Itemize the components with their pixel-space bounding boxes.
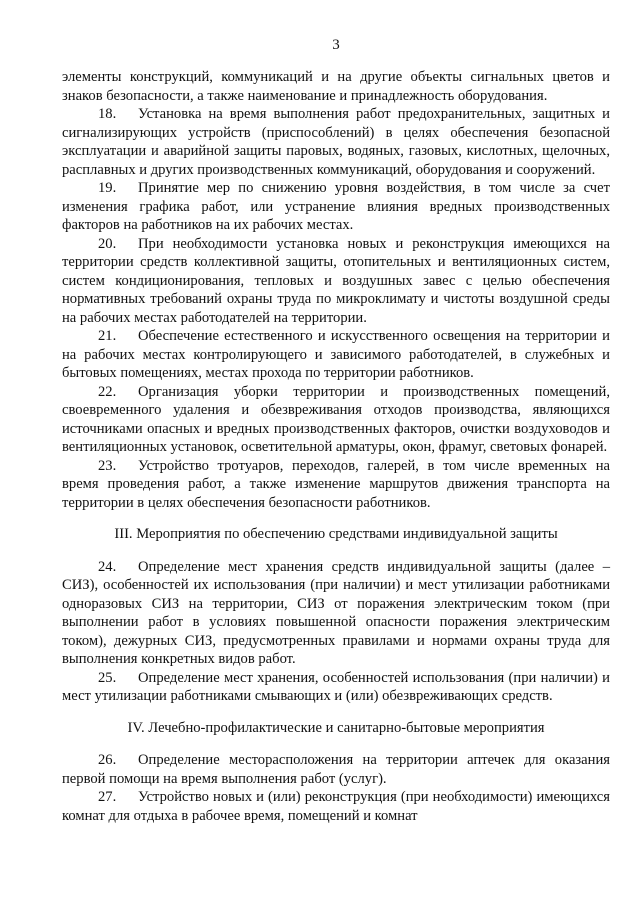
item-text: Принятие мер по снижению уровня воздействия, в том числе за счет изменения графика работ, или устранение влияния вредных производственных факторов на работников на их рабочих местах. [62, 180, 610, 233]
paragraph-item-25 [62, 669, 610, 706]
item-number: 26. [98, 752, 117, 768]
item-number: 21. [98, 328, 117, 344]
paragraph-item-22 [62, 383, 610, 457]
item-text: Определение мест хранения средств индивидуальной защиты (далее – СИЗ), особенностей их использования (при наличии) и мест утилизации работниками одноразовых СИЗ на территории, СИЗ от поражения электрическим током (при выполнении работ в условиях повышенной опасности поражения электрическим током), дежурных СИЗ, предусмотренных правилами и нормами охраны труда для выполнения конкретных видов работ. [62, 558, 610, 667]
item-text: При необходимости установка новых и реконструкция имеющихся на территории средств коллективной защиты, отопительных и вентиляционных систем, систем кондиционирования, тепловых и воздушных завес с целью обеспечения нормативных требований охраны труда по микроклимату и чистоты воздушной среды на рабочих местах работодателей на территории. [62, 235, 610, 326]
paragraph-item-19 [62, 179, 610, 235]
paragraph-item-23 [62, 457, 610, 513]
item-number: 22. [98, 383, 117, 400]
item-number: 23. [98, 457, 117, 474]
page-number: 3 [332, 37, 340, 53]
item-text: Обеспечение естественного и искусственного освещения на территории и на рабочих местах контролирующего и зависимого работодателей, в служебных и бытовых помещениях, местах прохода по территории работников. [62, 328, 610, 381]
item-text: Установка на время выполнения работ предохранительных, защитных и сигнализирующих устройств (приспособлений) в целях обеспечения безопасной эксплуатации и аварийной защиты паровых, водяных, газовых, кислотных, щелочных, расплавных и других производственных коммуникаций, оборудования и сооружений. [62, 106, 610, 178]
item-number: 27. [98, 789, 117, 805]
item-text: Определение месторасположения на территории аптечек для оказания первой помощи на время выполнения работ (услуг). [62, 752, 610, 787]
section-heading-iv: IV. Лечебно-профилактические и санитарно-бытовые мероприятия [127, 719, 545, 736]
paragraph-item-20 [62, 235, 610, 328]
paragraph-item-21 [62, 327, 610, 383]
document-page [62, 36, 610, 825]
section-heading-iii: III. Мероприятия по обеспечению средствами индивидуальной защиты [114, 526, 558, 542]
paragraph-item-24 [62, 558, 610, 669]
paragraph-item-18 [62, 105, 610, 179]
item-number: 18. [98, 106, 117, 122]
item-number: 19. [98, 180, 117, 196]
paragraph-item-26 [62, 751, 610, 788]
intro-continuation-paragraph: элементы конструкций, коммуникаций и на другие объекты сигнальных цветов и знаков безопасности, а также наименование и принадлежность оборудования. [62, 69, 610, 104]
item-number: 24. [98, 558, 117, 575]
item-number: 25. [98, 669, 117, 686]
item-text: Устройство тротуаров, переходов, галерей, в том числе временных на время проведения работ, а также изменение маршрутов движения транспорта на территории в целях обеспечения безопасности работников. [62, 457, 610, 511]
item-number: 20. [98, 235, 117, 252]
paragraph-item-27 [62, 788, 610, 825]
item-text: Устройство новых и (или) реконструкция (при необходимости) имеющихся комнат для отдыха в рабочее время, помещений и комнат [62, 789, 610, 824]
item-text: Организация уборки территории и производственных помещений, своевременного удаления и обезвреживания отходов производства, являющихся источниками опасных и вредных производственных факторов, очистки воздуховодов и вентиляционных установок, осветительной арматуры, окон, фрамуг, световых фонарей. [62, 383, 610, 455]
item-text: Определение мест хранения, особенностей использования (при наличии) и мест утилизации работниками смывающих и (или) обезвреживающих средств. [62, 669, 610, 704]
